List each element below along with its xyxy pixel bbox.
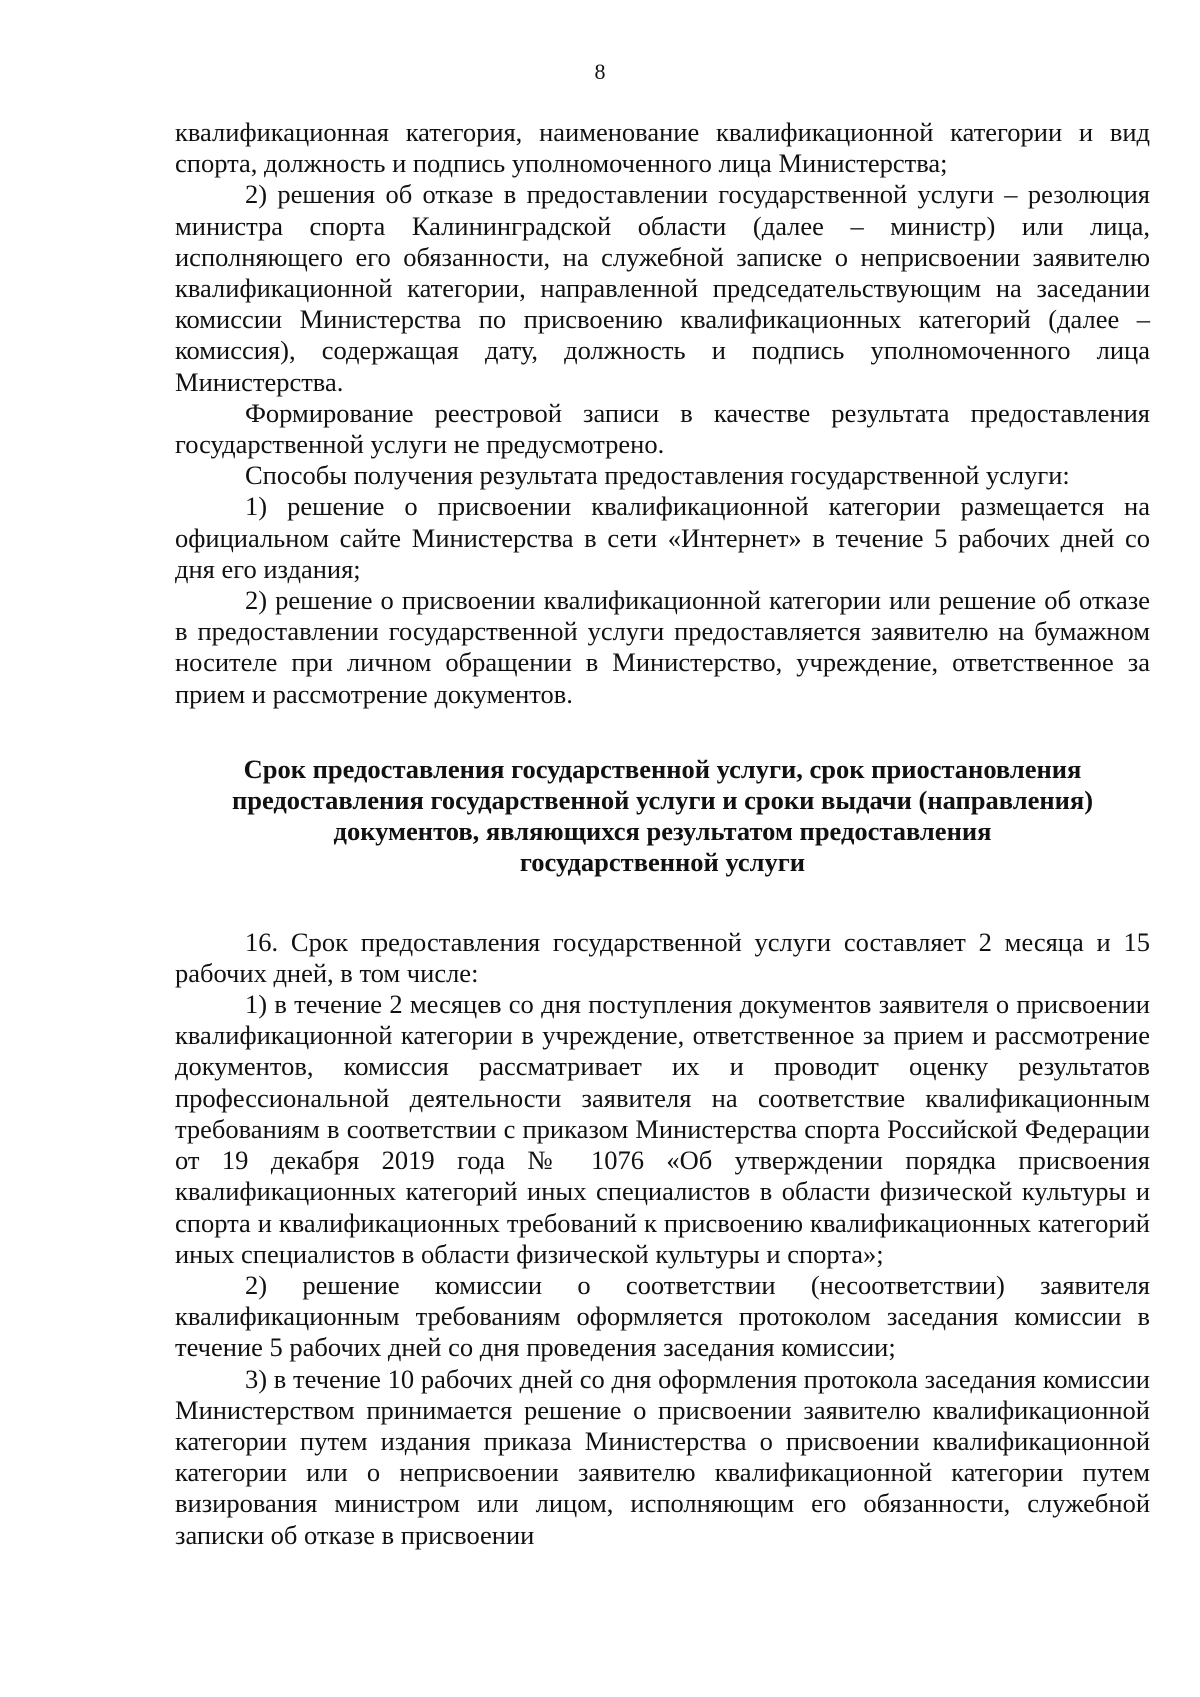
paragraph: 2) решение комиссии о соответствии (несоответствии) заявителя квалификационным требованиям оформляется протоколом заседания комиссии в течение 5 рабочих дней со дня проведения заседания комиссии; — [175, 1269, 1150, 1363]
paragraph: 1) решение о присвоении квалификационной категории размещается на официальном сайте Министерства в сети «Интернет» в течение 5 рабочих дней со дня его издания; — [175, 491, 1150, 584]
paragraph: 2) решения об отказе в предоставлении государственной услуги – резолюция министра спорта Калининградской области (далее – министр) или лица, исполняющего его обязанности, на служебной записке о неприсвоении заявителю квалификационной категории, направленной председательствующим на заседании комиссии Министерства по присвоению квалификационных категорий (далее – комиссия), содержащая дату, должность и подпись уполномоченного лица Министерства. — [175, 179, 1150, 397]
section-heading — [175, 710, 1150, 927]
document-body — [175, 117, 1150, 1551]
paragraph: 1) в течение 2 месяцев со дня поступления документов заявителя о присвоении квалификационной категории в учреждение, ответственное за прием и рассмотрение документов, комиссия рассматривает их и проводит оценку результатов профессиональной деятельности заявителя на соответствие квалификационным требованиям в соответствии с приказом Министерства спорта Российской Федерации от 19 декабря 2019 года № 1076 «Об утверждении порядка присвоения квалификационных категорий иных специалистов в области физической культуры и спорта и квалификационных требований к присвоению квалификационных категорий иных специалистов в области физической культуры и спорта»; — [175, 989, 1150, 1269]
paragraph: 2) решение о присвоении квалификационной категории или решение об отказе в предоставлении государственной услуги предоставляется заявителю на бумажном носителе при личном обращении в Министерство, учреждение, ответственное за прием и рассмотрение документов. — [175, 585, 1150, 709]
heading-line: государственной услуги — [519, 847, 806, 878]
paragraph: квалификационная категория, наименование квалификационной категории и вид спорта, должность и подпись уполномоченного лица Министерства; — [175, 117, 1150, 179]
paragraph: Способы получения результата предоставления государственной услуги: — [245, 460, 1070, 491]
page-number: 8 — [594, 59, 606, 84]
heading-line: документов, являющихся результатом предоставления — [333, 816, 992, 847]
paragraph: Формирование реестровой записи в качестве результата предоставления государственной услуги не предусмотрено. — [175, 397, 1150, 460]
heading-line: Срок предоставления государственной услуги, срок приостановления — [243, 753, 1082, 784]
paragraph: 3) в течение 10 рабочих дней со дня оформления протокола заседания комиссии Министерством принимается решение о присвоении заявителю квалификационной категории путем издания приказа Министерства о присвоении квалификационной категории или о неприсвоении заявителю квалификационной категории путем визирования министром или лицом, исполняющим его обязанности, служебной записки об отказе в присвоении — [175, 1363, 1150, 1550]
heading-line: предоставления государственной услуги и сроки выдачи (направления) — [231, 785, 1094, 816]
paragraph: 16. Срок предоставления государственной услуги составляет 2 месяца и 15 рабочих дней, в том числе: — [175, 926, 1150, 988]
